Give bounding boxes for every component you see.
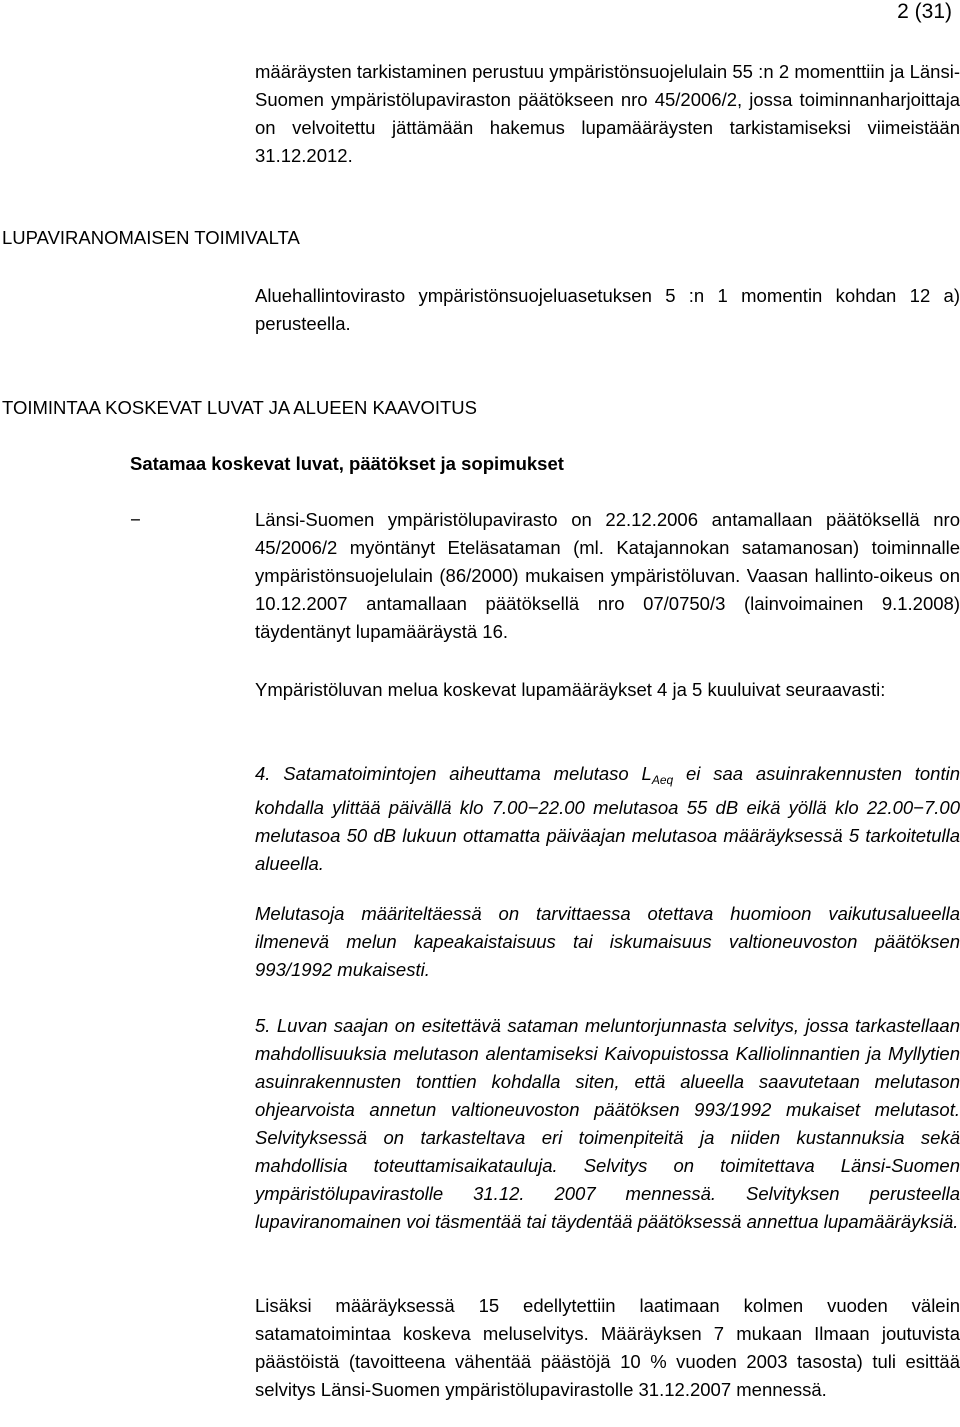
laeq-subscript: Aeq	[651, 773, 674, 787]
section-heading-permits: TOIMINTAA KOSKEVAT LUVAT JA ALUEEN KAAVOITUS	[2, 397, 477, 418]
page-number: 2 (31)	[897, 0, 952, 23]
paragraph-intro: määräysten tarkistaminen perustuu ympäristönsuojelulain 55 :n 2 momenttiin ja Länsi-Suomen ympäristölupaviraston päätökseen nro 45/2006/2, jossa toiminnanharjoittaja on velvoitettu jättämään hakemus lupamääräysten tarkistamiseksi viimeistään 31.12.2012.	[255, 61, 960, 166]
paragraph-regulation-4	[255, 760, 960, 878]
list-item-permit: Länsi-Suomen ympäristölupavirasto on 22.12.2006 antamallaan päätöksellä nro 45/2006/2 myöntänyt Eteläsataman (ml. Katajannokan satamanosan) toiminnalle ympäristönsuojelulain (86/2000) mukaisen ympäristöluvan. Vaasan hallinto-oikeus on 10.12.2007 antamallaan päätöksellä nro 07/0750/3 (lainvoimainen 9.1.2008) täydentänyt lupamääräystä 16.	[255, 509, 960, 642]
list-bullet-dash: −	[130, 509, 141, 530]
section-heading-authority: LUPAVIRANOMAISEN TOIMIVALTA	[2, 227, 300, 248]
paragraph-regulation-5: 5. Luvan saajan on esitettävä sataman meluntorjunnasta selvitys, jossa tarkastellaan mahdollisuuksia melutason alentamiseksi Kaivopuistossa Kalliolinnantien ja Myllytien asuinrakennusten tonttien kohdalla siten, että alueella saavutetaan melutason ohjearvoista annetun valtioneuvoston päätöksen 993/1992 mukaiset melutasot. Selvityksessä on tarkasteltava eri toimenpiteitä ja niiden kustannuksia sekä mahdollisia toteuttamisaikatauluja. Selvitys on toimitettava Länsi-Suomen ympäristölupavirastolle 31.12. 2007 mennessä. Selvityksen perusteella lupaviranomainen voi täsmentää tai täydentää päätöksessä annettua lupamääräyksiä.	[255, 1015, 960, 1232]
paragraph-noise-definition: Melutasoja määriteltäessä on tarvittaessa otettava huomioon vaikutusalueella ilmenevä melun kapeakaistaisuus tai iskumaisuus valtioneuvoston päätöksen 993/1992 mukaisesti.	[255, 903, 960, 980]
paragraph-authority: Aluehallintovirasto ympäristönsuojeluasetuksen 5 :n 1 momentin kohdan 12 a) perusteella.	[255, 285, 960, 334]
paragraph-noise-intro: Ympäristöluvan melua koskevat lupamääräykset 4 ja 5 kuuluivat seuraavasti:	[255, 679, 886, 700]
subheading-port-permits: Satamaa koskevat luvat, päätökset ja sopimukset	[130, 453, 564, 474]
paragraph-additional: Lisäksi määräyksessä 15 edellytettiin laatimaan kolmen vuoden välein satamatoimintaa koskeva meluselvitys. Määräyksen 7 mukaan Ilmaan joutuvista päästöistä (tavoitteena vähentää päästöjä 10 % vuoden 2003 tasosta) tuli esittää selvitys Länsi-Suomen ympäristölupavirastolle 31.12.2007 mennessä.	[255, 1295, 960, 1400]
regulation-4-rest: ei saa asuinrakennusten tontin kohdalla ylittää päivällä klo 7.00−22.00 melutasoa 55 dB eikä yöllä klo 22.00−7.00 melutasoa 50 dB lukuun ottamatta päiväajan melutasoa määräyksessä 5 tarkoitetulla alueella.	[255, 763, 960, 874]
regulation-4-start: 4. Satamatoimintojen aiheuttama melutaso L	[255, 763, 652, 784]
